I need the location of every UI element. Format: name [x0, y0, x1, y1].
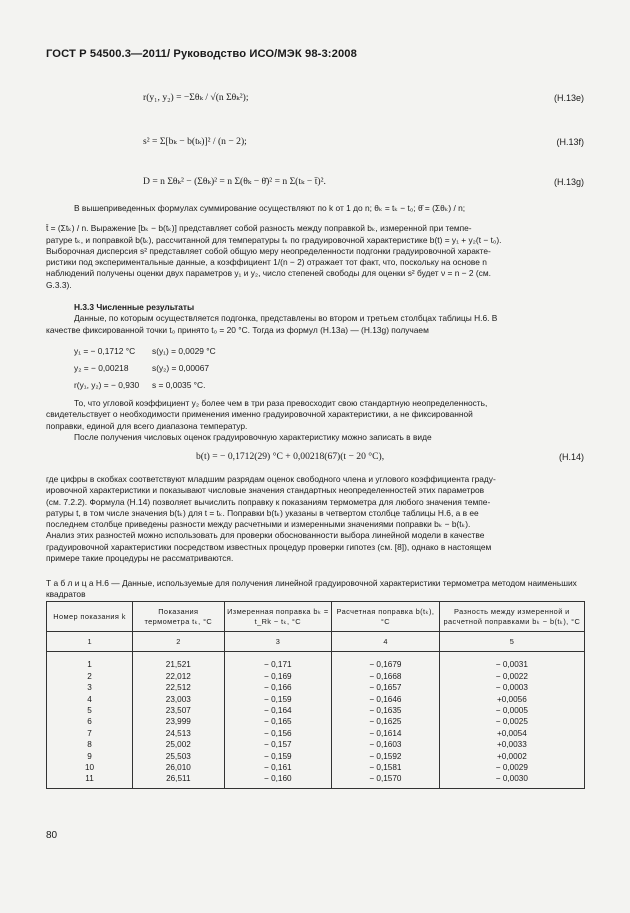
table-cell: − 0,1657	[332, 682, 440, 693]
column-header: Измеренная поправка bₖ = t_Rk − tₖ, °C	[224, 602, 332, 632]
estimates-list	[74, 346, 216, 397]
text-line: градуировочной характеристики посредством известных процедур проверки гипотез (см. [8]), однако в настоящем	[46, 541, 492, 552]
text-line: качестве фиксированной точки t₀ принято t₀ = 20 °C. Тогда из формул (Н.13а) — (Н.13g) получаем	[46, 324, 429, 335]
column-number-row	[47, 632, 585, 652]
document-header: ГОСТ Р 54500.3—2011/ Руководство ИСО/МЭК 98-3:2008	[46, 48, 357, 60]
table-cell: − 0,1646	[332, 693, 440, 704]
table-cell: 23,999	[133, 716, 224, 727]
text-line: В вышеприведенных формулах суммирование осуществляют по k от 1 до n; θₖ = tₖ − t₀; θ̄ = (Σθₖ) / n;	[74, 203, 466, 213]
text-line: примере такие процедуры не рассматриваются.	[46, 553, 234, 564]
table-row	[47, 705, 585, 716]
column-number: 2	[133, 632, 224, 652]
table-cell: − 0,156	[224, 728, 332, 739]
table-cell: 24,513	[133, 728, 224, 739]
section-numerical-results	[46, 302, 584, 336]
formula-h13f: s² = Σ[bₖ − b(tₖ)]² / (n − 2);	[143, 136, 247, 147]
table-body	[47, 652, 585, 789]
table-cell: − 0,159	[224, 750, 332, 761]
formula-h13e: r(y₁, y₂) = −Σθₖ / √(n Σθₖ²);	[143, 92, 249, 103]
table-cell: 22,512	[133, 682, 224, 693]
table-cell: − 0,0030	[439, 773, 584, 789]
text-line: Выборочная дисперсия s² представляет собой общую меру неопределенности подгонки градуировочной характе-	[46, 245, 491, 256]
table-cell: − 0,1570	[332, 773, 440, 789]
table-cell: − 0,157	[224, 739, 332, 750]
table-cell: − 0,159	[224, 693, 332, 704]
table-row	[47, 671, 585, 682]
table-row	[47, 728, 585, 739]
table-cell: − 0,1679	[332, 652, 440, 671]
table-cell: +0,0033	[439, 739, 584, 750]
text-line: наблюдений получены оценки двух параметров y₁ и y₂, число степеней свободы для оценки s² будет ν = n − 2 (см.	[46, 268, 491, 279]
text-line: То, что угловой коэффициент y₂ более чем в три раза превосходит свою стандартную неопределенность,	[74, 398, 488, 408]
estimate-uncertainty: s(y₂) = 0,00067	[152, 363, 210, 373]
table-row	[47, 716, 585, 727]
equation-number-h13e: (H.13e)	[553, 93, 584, 103]
table-row	[47, 750, 585, 761]
estimate-row	[74, 380, 216, 397]
table-cell: − 0,161	[224, 762, 332, 773]
section-heading: Н.3.3 Численные результаты	[74, 302, 195, 312]
column-header: Показания термометра tₖ, °C	[133, 602, 224, 632]
estimate-value: r(y₁, y₂) = − 0,930	[74, 380, 140, 390]
table-row	[47, 652, 585, 671]
table-cell: − 0,1625	[332, 716, 440, 727]
column-number: 4	[332, 632, 440, 652]
table-cell: − 0,1603	[332, 739, 440, 750]
table-caption: Т а б л и ц а Н.6 — Данные, используемые для получения линейной градуировочной характеристики термометра методом наименьших квадратов	[46, 578, 577, 599]
formula-h13g: D = n Σθₖ² − (Σθₖ)² = n Σ(θₖ − θ̄)² = n Σ(tₖ − t̄)².	[143, 176, 326, 187]
table-cell: 22,012	[133, 671, 224, 682]
estimate-uncertainty: s(y₁) = 0,0029 °C	[152, 346, 216, 356]
table-cell: − 0,166	[224, 682, 332, 693]
table-cell: − 0,0005	[439, 705, 584, 716]
table-row	[47, 739, 585, 750]
table-cell: 3	[47, 682, 133, 693]
table-cell: 4	[47, 693, 133, 704]
table-cell: 26,010	[133, 762, 224, 773]
table-cell: − 0,165	[224, 716, 332, 727]
page-number: 80	[46, 830, 58, 841]
table-cell: − 0,1635	[332, 705, 440, 716]
table-cell: − 0,0003	[439, 682, 584, 693]
text-line: ратуры t, в том числе значения b(tₖ) для t = tₖ. Поправки b(tₖ) указаны в четвертом столбце таблицы Н.6, а в ее	[46, 507, 479, 518]
column-number: 1	[47, 632, 133, 652]
table-row	[47, 762, 585, 773]
table-cell: +0,0054	[439, 728, 584, 739]
table-cell: − 0,0029	[439, 762, 584, 773]
table-cell: 8	[47, 739, 133, 750]
table-row	[47, 682, 585, 693]
table-cell: 26,511	[133, 773, 224, 789]
table-cell: 23,507	[133, 705, 224, 716]
column-number: 3	[224, 632, 332, 652]
table-cell: − 0,1581	[332, 762, 440, 773]
table-cell: 9	[47, 750, 133, 761]
table-row	[47, 773, 585, 789]
table-cell: +0,0002	[439, 750, 584, 761]
table-cell: 7	[47, 728, 133, 739]
table-cell: 5	[47, 705, 133, 716]
table-cell: 2	[47, 671, 133, 682]
estimate-uncertainty: s = 0,0035 °C.	[152, 380, 206, 390]
column-header: Номер показания k	[47, 602, 133, 632]
text-line: ратуре tₖ, и поправкой b(tₖ), рассчитанной для температуры tₖ по градуировочной характеристике b(t) = y₁ + y₂(t − t₀).	[46, 234, 502, 245]
text-line: t̄ = (Σtₖ) / n. Выражение [bₖ − b(tₖ)] представляет собой разность между поправкой bₖ, измеренной при темпе-	[46, 223, 472, 234]
table-row	[47, 693, 585, 704]
text-line: поправки, единой для всего диапазона температур.	[46, 420, 248, 431]
table-cell: − 0,0031	[439, 652, 584, 671]
paragraph-slope-significance	[46, 398, 584, 443]
table-cell: +0,0056	[439, 693, 584, 704]
table-cell: 25,503	[133, 750, 224, 761]
table-cell: − 0,169	[224, 671, 332, 682]
text-line: После получения числовых оценок градуировочную характеристику можно записать в виде	[74, 431, 432, 442]
text-line: Анализ этих разностей можно использовать для проверки обоснованности выбора линейной модели в качестве	[46, 530, 485, 541]
estimate-value: y₁ = − 0,1712 °C	[74, 346, 136, 356]
equation-number-h13g: (H.13g)	[553, 177, 584, 187]
table-cell: 10	[47, 762, 133, 773]
column-header: Расчетная поправка b(tₖ), °C	[332, 602, 440, 632]
estimate-row	[74, 346, 216, 363]
table-cell: − 0,1614	[332, 728, 440, 739]
table-cell: 23,003	[133, 693, 224, 704]
text-line: G.3.3).	[46, 279, 72, 290]
data-table-h6	[46, 601, 585, 789]
table-cell: 6	[47, 716, 133, 727]
paragraph-calibration-notes	[46, 474, 584, 564]
table-cell: 1	[47, 652, 133, 671]
text-line: где цифры в скобках соответствуют младшим разрядам оценок свободного члена и углового коэффициента граду-	[46, 474, 496, 484]
paragraph-summation-notes	[46, 203, 584, 291]
formula-h14: b(t) = − 0,1712(29) °C + 0,00218(67)(t − 20 °C),	[196, 451, 385, 462]
text-line: ировочной характеристики и показывают числовые значения стандартных неопределенностей этих параметров	[46, 485, 485, 496]
table-cell: − 0,1668	[332, 671, 440, 682]
table-cell: − 0,1592	[332, 750, 440, 761]
equation-number-h13f: (H.13f)	[556, 137, 584, 147]
text-line: последнем столбце приведены разности между расчетными и измеренными значениями поправки bₖ − b(tₖ).	[46, 519, 471, 530]
text-line: ристики под экспериментальные данные, а коэффициент 1/(n − 2) отражает тот факт, что, поскольку на основе n	[46, 257, 487, 268]
text-line: Данные, по которым осуществляется подгонка, представлены во втором и третьем столбцах таблицы Н.6. В	[74, 313, 498, 324]
table-cell: − 0,0022	[439, 671, 584, 682]
estimate-row	[74, 363, 216, 380]
column-number: 5	[439, 632, 584, 652]
table-cell: 11	[47, 773, 133, 789]
table-cell: − 0,0025	[439, 716, 584, 727]
table-cell: 21,521	[133, 652, 224, 671]
text-line: свидетельствует о необходимости применения именно градуировочной характеристики, а не фиксированной	[46, 409, 473, 420]
column-header: Разность между измеренной и расчетной поправками bₖ − b(tₖ), °C	[439, 602, 584, 632]
table-cell: − 0,160	[224, 773, 332, 789]
estimate-value: y₂ = − 0,00218	[74, 363, 129, 373]
equation-number-h14: (H.14)	[558, 452, 584, 462]
table-header-row	[47, 602, 585, 632]
table-cell: − 0,171	[224, 652, 332, 671]
table-cell: − 0,164	[224, 705, 332, 716]
table-cell: 25,002	[133, 739, 224, 750]
text-line: (см. 7.2.2). Формула (Н.14) позволяет вычислить поправку к показаниям термометра для любого значения темпе-	[46, 496, 491, 507]
